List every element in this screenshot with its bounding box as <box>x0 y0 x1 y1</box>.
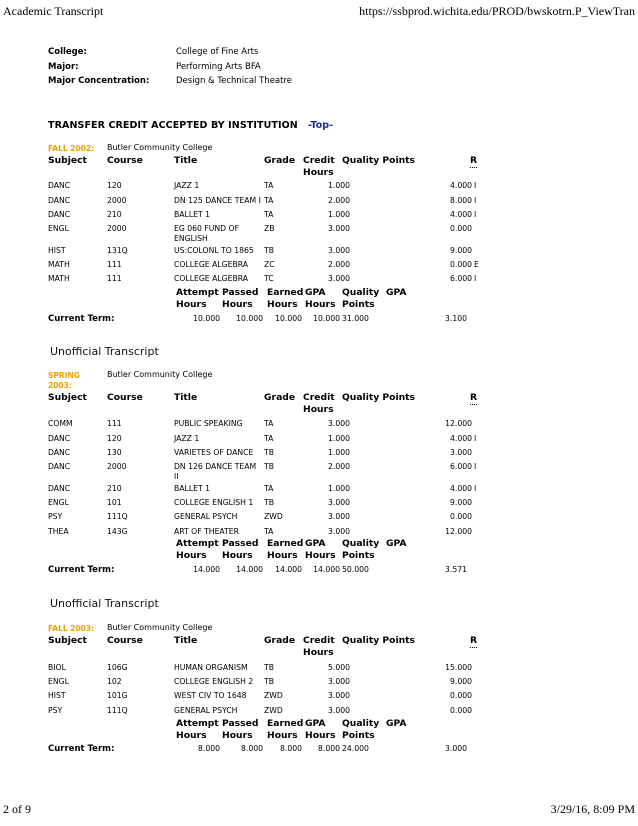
sum-header-gpa: GPA <box>305 538 326 549</box>
row-grade: TB <box>264 677 274 686</box>
row-credit-hours: 3.000 <box>327 512 350 521</box>
sum-header-quality-points: Points <box>342 730 375 741</box>
sum-header-gpa: GPA <box>305 287 326 298</box>
row-title: COLLEGE ALGEBRA <box>174 274 249 283</box>
term-label: SPRING <box>48 371 80 380</box>
row-credit-hours: 3.000 <box>327 527 350 536</box>
row-subject: DANC <box>48 196 71 205</box>
sum-quality-points: 31.000 <box>342 314 369 323</box>
col-header-r: R <box>470 155 478 166</box>
top-link[interactable]: -Top- <box>308 120 334 131</box>
row-grade: TA <box>264 527 274 536</box>
row-course: 143G <box>107 527 128 536</box>
col-header-credit-hours: Hours <box>303 647 334 658</box>
sum-header-earned-hours: Hours <box>267 550 298 561</box>
row-title: JAZZ 1 <box>174 434 200 443</box>
term-label-line2: 2003: <box>48 381 72 390</box>
row-course: 130 <box>107 448 122 457</box>
print-header-url: https://ssbprod.wichita.edu/PROD/bwskotrn.P_ViewTran <box>359 4 635 18</box>
sum-header-gpa-hours: Hours <box>305 299 336 310</box>
row-course: 131Q <box>107 246 128 255</box>
row-quality-points: 0.000 <box>449 691 472 700</box>
row-title: DN 126 DANCE TEAM <box>174 462 257 471</box>
row-grade: ZWD <box>264 512 283 521</box>
col-header-quality-points: Quality Points <box>342 155 416 166</box>
row-credit-hours: 1.000 <box>327 434 350 443</box>
row-course: 102 <box>107 677 122 686</box>
col-header-r: R <box>470 392 478 403</box>
info-value: Design & Technical Theatre <box>176 76 292 86</box>
sum-header-passed-hours: Hours <box>222 730 253 741</box>
row-grade: ZC <box>264 260 275 269</box>
row-credit-hours: 3.000 <box>327 691 350 700</box>
row-grade: TA <box>264 196 274 205</box>
col-header-r: R <box>470 635 478 646</box>
sum-header-gpa-col: GPA <box>386 287 407 298</box>
row-subject: BIOL <box>48 663 66 672</box>
print-header-title: Academic Transcript <box>3 4 104 18</box>
row-grade: TB <box>264 462 274 471</box>
row-subject: ENGL <box>48 224 69 233</box>
row-title: COLLEGE ENGLISH 2 <box>174 677 254 686</box>
sum-header-gpa-col: GPA <box>386 718 407 729</box>
term-label: FALL 2003: <box>48 624 95 633</box>
col-header-credit: Credit <box>303 155 335 166</box>
row-grade: TB <box>264 498 274 507</box>
row-repeat-flag: I <box>474 274 477 283</box>
row-course: 101 <box>107 498 122 507</box>
row-subject: COMM <box>48 419 73 428</box>
row-title: COLLEGE ENGLISH 1 <box>174 498 254 507</box>
row-repeat-flag: I <box>474 210 477 219</box>
row-title: DN 125 DANCE TEAM I <box>174 196 261 205</box>
row-course: 120 <box>107 181 122 190</box>
row-credit-hours: 1.000 <box>327 210 350 219</box>
row-quality-points: 8.000 <box>449 196 472 205</box>
row-subject: THEA <box>48 527 69 536</box>
unofficial-transcript-label: Unofficial Transcript <box>50 345 159 358</box>
row-title: ART OF THEATER <box>174 527 239 536</box>
col-header-grade: Grade <box>264 155 296 166</box>
row-course: 210 <box>107 210 122 219</box>
print-header <box>3 4 635 19</box>
row-title: JAZZ 1 <box>174 181 200 190</box>
row-repeat-flag: I <box>474 484 477 493</box>
col-header-grade: Grade <box>264 635 296 646</box>
row-grade: TB <box>264 448 274 457</box>
row-repeat-flag: I <box>474 181 477 190</box>
row-quality-points: 6.000 <box>449 462 472 471</box>
sum-header-quality: Quality <box>342 538 380 549</box>
row-grade: TA <box>264 419 274 428</box>
row-subject: ENGL <box>48 677 69 686</box>
row-grade: TA <box>264 210 274 219</box>
sum-earned-hours: 8.000 <box>279 744 302 753</box>
sum-header-attempt-hours: Hours <box>176 730 207 741</box>
row-grade: ZWD <box>264 706 283 715</box>
row-course: 111 <box>107 419 122 428</box>
row-quality-points: 6.000 <box>449 274 472 283</box>
col-header-credit-hours: Hours <box>303 404 334 415</box>
print-footer <box>3 802 635 817</box>
row-subject: DANC <box>48 484 71 493</box>
row-title: BALLET 1 <box>174 210 210 219</box>
row-repeat-flag: I <box>474 462 477 471</box>
row-quality-points: 9.000 <box>449 677 472 686</box>
row-quality-points: 0.000 <box>449 512 472 521</box>
row-repeat-flag: I <box>474 196 477 205</box>
row-credit-hours: 2.000 <box>327 260 350 269</box>
sum-earned-hours: 10.000 <box>275 314 302 323</box>
sum-header-attempt-hours: Hours <box>176 299 207 310</box>
sum-header-quality: Quality <box>342 287 380 298</box>
row-title: GENERAL PSYCH <box>174 512 238 521</box>
row-grade: TB <box>264 663 274 672</box>
row-course: 111 <box>107 274 122 283</box>
sum-gpa: 3.100 <box>444 314 467 323</box>
current-term-label: Current Term: <box>48 744 115 754</box>
row-subject: DANC <box>48 181 71 190</box>
col-header-credit-hours: Hours <box>303 167 334 178</box>
sum-header-earned: Earned <box>267 538 304 549</box>
row-course: 101G <box>107 691 128 700</box>
row-course: 2000 <box>107 196 127 205</box>
info-label: College: <box>48 47 87 57</box>
row-subject: DANC <box>48 210 71 219</box>
row-quality-points: 4.000 <box>449 210 472 219</box>
sum-header-passed-hours: Hours <box>222 550 253 561</box>
row-quality-points: 3.000 <box>449 448 472 457</box>
sum-passed-hours: 14.000 <box>236 565 263 574</box>
sum-quality-points: 24.000 <box>342 744 369 753</box>
row-course: 210 <box>107 484 122 493</box>
row-subject: DANC <box>48 448 71 457</box>
row-quality-points: 4.000 <box>449 484 472 493</box>
row-credit-hours: 1.000 <box>327 181 350 190</box>
row-grade: ZWD <box>264 691 283 700</box>
sum-attempt-hours: 8.000 <box>197 744 220 753</box>
row-title: US:COLONL TO 1865 <box>174 246 254 255</box>
sum-earned-hours: 14.000 <box>275 565 302 574</box>
sum-header-gpa: GPA <box>305 718 326 729</box>
row-credit-hours: 3.000 <box>327 419 350 428</box>
row-title: VARIETES OF DANCE <box>174 448 254 457</box>
row-credit-hours: 3.000 <box>327 224 350 233</box>
row-subject: PSY <box>48 512 63 521</box>
row-title-line2: ENGLISH <box>174 234 208 243</box>
row-subject: MATH <box>48 274 70 283</box>
row-grade: TA <box>264 434 274 443</box>
row-credit-hours: 3.000 <box>327 498 350 507</box>
row-credit-hours: 3.000 <box>327 246 350 255</box>
row-quality-points: 0.000 <box>449 706 472 715</box>
sum-header-quality: Quality <box>342 718 380 729</box>
sum-header-quality-points: Points <box>342 550 375 561</box>
current-term-label: Current Term: <box>48 565 115 575</box>
col-header-title: Title <box>174 635 198 646</box>
sum-header-attempt: Attempt <box>176 718 219 729</box>
sum-header-quality-points: Points <box>342 299 375 310</box>
row-credit-hours: 3.000 <box>327 274 350 283</box>
row-grade: ZB <box>264 224 275 233</box>
row-title-line2: II <box>174 472 179 481</box>
sum-header-passed: Passed <box>222 718 259 729</box>
sum-header-gpa-col: GPA <box>386 538 407 549</box>
col-header-course: Course <box>107 635 143 646</box>
sum-attempt-hours: 14.000 <box>193 565 220 574</box>
institution-name: Butler Community College <box>107 370 213 379</box>
col-header-subject: Subject <box>48 635 87 646</box>
row-grade: TC <box>264 274 274 283</box>
sum-attempt-hours: 10.000 <box>193 314 220 323</box>
row-title: GENERAL PSYCH <box>174 706 238 715</box>
sum-header-earned-hours: Hours <box>267 299 298 310</box>
row-course: 111Q <box>107 706 128 715</box>
row-subject: DANC <box>48 462 71 471</box>
col-header-quality-points: Quality Points <box>342 392 416 403</box>
row-credit-hours: 1.000 <box>327 448 350 457</box>
sum-header-passed: Passed <box>222 538 259 549</box>
row-title: BALLET 1 <box>174 484 210 493</box>
row-title: EG 060 FUND OF <box>174 224 240 233</box>
row-subject: HIST <box>48 691 66 700</box>
row-subject: ENGL <box>48 498 69 507</box>
current-term-label: Current Term: <box>48 314 115 324</box>
sum-gpa: 3.571 <box>444 565 467 574</box>
row-quality-points: 12.000 <box>445 419 472 428</box>
sum-quality-points: 50.000 <box>342 565 369 574</box>
col-header-grade: Grade <box>264 392 296 403</box>
row-credit-hours: 5.000 <box>327 663 350 672</box>
row-credit-hours: 2.000 <box>327 462 350 471</box>
col-header-credit: Credit <box>303 392 335 403</box>
info-label: Major: <box>48 62 79 72</box>
sum-header-passed-hours: Hours <box>222 299 253 310</box>
row-title: PUBLIC SPEAKING <box>174 419 243 428</box>
unofficial-transcript-label: Unofficial Transcript <box>50 597 159 610</box>
col-header-subject: Subject <box>48 392 87 403</box>
col-header-credit: Credit <box>303 635 335 646</box>
sum-gpa-hours: 10.000 <box>313 314 340 323</box>
row-course: 111 <box>107 260 122 269</box>
info-label: Major Concentration: <box>48 76 150 86</box>
row-course: 120 <box>107 434 122 443</box>
sum-header-attempt: Attempt <box>176 538 219 549</box>
row-credit-hours: 3.000 <box>327 677 350 686</box>
info-value: College of Fine Arts <box>176 47 259 57</box>
sum-header-attempt-hours: Hours <box>176 550 207 561</box>
row-title: HUMAN ORGANISM <box>174 663 248 672</box>
sum-gpa-hours: 8.000 <box>317 744 340 753</box>
row-subject: HIST <box>48 246 66 255</box>
sum-header-gpa-hours: Hours <box>305 550 336 561</box>
sum-gpa: 3.000 <box>444 744 467 753</box>
row-quality-points: 0.000 <box>449 224 472 233</box>
col-header-title: Title <box>174 392 198 403</box>
row-quality-points: 0.000 <box>449 260 472 269</box>
row-course: 2000 <box>107 462 127 471</box>
col-header-quality-points: Quality Points <box>342 635 416 646</box>
row-subject: MATH <box>48 260 70 269</box>
page-number: 2 of 9 <box>3 802 31 816</box>
col-header-subject: Subject <box>48 155 87 166</box>
col-header-title: Title <box>174 155 198 166</box>
row-quality-points: 9.000 <box>449 246 472 255</box>
row-subject: PSY <box>48 706 63 715</box>
term-label: FALL 2002: <box>48 144 95 153</box>
row-grade: TB <box>264 246 274 255</box>
col-header-course: Course <box>107 155 143 166</box>
sum-passed-hours: 10.000 <box>236 314 263 323</box>
row-quality-points: 15.000 <box>445 663 472 672</box>
row-credit-hours: 1.000 <box>327 484 350 493</box>
row-quality-points: 12.000 <box>445 527 472 536</box>
row-repeat-flag: E <box>474 260 479 269</box>
row-course: 111Q <box>107 512 128 521</box>
row-grade: TA <box>264 484 274 493</box>
institution-name: Butler Community College <box>107 623 213 632</box>
row-quality-points: 4.000 <box>449 181 472 190</box>
sum-header-passed: Passed <box>222 287 259 298</box>
sum-header-gpa-hours: Hours <box>305 730 336 741</box>
sum-header-earned: Earned <box>267 287 304 298</box>
row-quality-points: 9.000 <box>449 498 472 507</box>
institution-name: Butler Community College <box>107 143 213 152</box>
row-course: 106G <box>107 663 128 672</box>
print-timestamp: 3/29/16, 8:09 PM <box>550 802 635 816</box>
sum-passed-hours: 8.000 <box>240 744 263 753</box>
sum-header-attempt: Attempt <box>176 287 219 298</box>
row-quality-points: 4.000 <box>449 434 472 443</box>
row-subject: DANC <box>48 434 71 443</box>
col-header-course: Course <box>107 392 143 403</box>
row-credit-hours: 3.000 <box>327 706 350 715</box>
row-title: COLLEGE ALGEBRA <box>174 260 249 269</box>
sum-gpa-hours: 14.000 <box>313 565 340 574</box>
row-title: WEST CIV TO 1648 <box>174 691 247 700</box>
info-value: Performing Arts BFA <box>176 62 261 72</box>
row-course: 2000 <box>107 224 127 233</box>
row-grade: TA <box>264 181 274 190</box>
sum-header-earned: Earned <box>267 718 304 729</box>
row-repeat-flag: I <box>474 434 477 443</box>
transfer-section-title: TRANSFER CREDIT ACCEPTED BY INSTITUTION <box>48 120 298 131</box>
row-credit-hours: 2.000 <box>327 196 350 205</box>
sum-header-earned-hours: Hours <box>267 730 298 741</box>
